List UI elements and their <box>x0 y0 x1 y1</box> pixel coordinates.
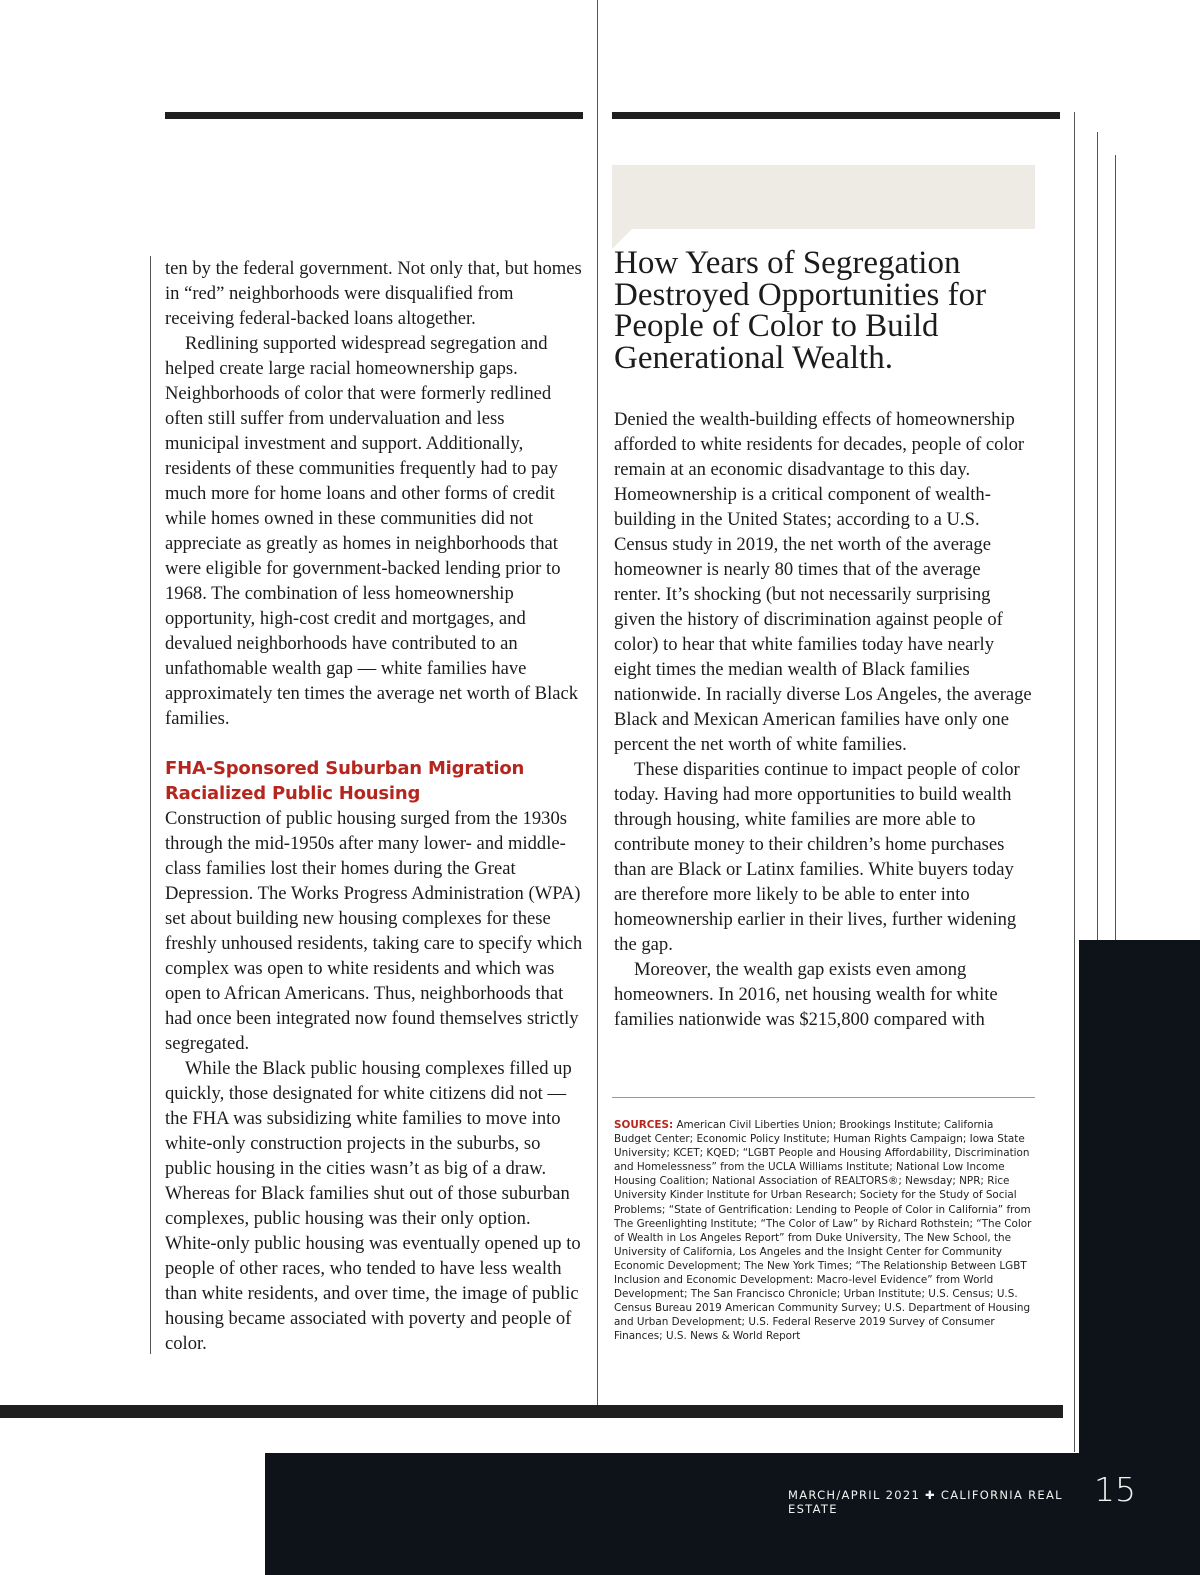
right-frame-line-1 <box>1074 112 1075 1452</box>
sidebar-title: How Years of Segregation Destroyed Opportunities for People of Color to Build Generational Wealth. <box>614 245 987 376</box>
sidebar-paragraph-2: These disparities continue to impact people of color today. Having had more opportunities to build wealth through housing, white families are more able to contribute money to their children’s home purchases than are Black or Latinx families. White buyers today are therefore more likely to be able to enter into homeownership earlier in their lives, further widening the gap. <box>614 759 1020 955</box>
page-number: 15 <box>1094 1470 1136 1509</box>
sidebar-paragraph-3: Moreover, the wealth gap exists even among homeowners. In 2016, net housing wealth for white families nationwide was $215,800 compared with <box>614 959 998 1030</box>
section-subhead: FHA-Sponsored Suburban Migration Racialized Public Housing <box>165 758 525 804</box>
sources-block <box>614 1118 1034 1344</box>
left-paragraph-4: While the Black public housing complexes filled up quickly, those designated for white citizens did not — the FHA was subsidizing white families to move into white-only construction projects in the suburbs, so public housing in the cities wasn’t as big of a draw. Whereas for Black families shut out of those suburban complexes, public housing was their only option. White-only public housing was eventually opened up to people of other races, who tended to have less wealth than white residents, and over time, the image of public housing became associated with poverty and people of color. <box>165 1058 581 1354</box>
sidebar-tag-box <box>612 165 1035 229</box>
top-rule-right <box>612 112 1060 119</box>
right-frame-line-3 <box>1115 155 1116 940</box>
sources-label: SOURCES: <box>614 1119 674 1131</box>
bottom-rule <box>0 1405 1063 1418</box>
left-column <box>165 256 583 1356</box>
left-paragraph-1: ten by the federal government. Not only that, but homes in “red” neighborhoods were disqualified from receiving federal-backed loans altogether. <box>165 258 582 329</box>
issue-footer: MARCH/APRIL 2021 ✚ CALIFORNIA REAL ESTATE <box>788 1488 1063 1516</box>
left-column-border <box>150 256 151 1354</box>
left-paragraph-2: Redlining supported widespread segregation and helped create large racial homeownership gaps. Neighborhoods of color that were formerly redlined often still suffer from undervaluation and less municipal investment and support. Additionally, residents of these communities frequently had to pay much more for home loans and other forms of credit while homes owned in these communities did not appreciate as greatly as homes in neighborhoods that were eligible for government-backed lending prior to 1968. The combination of less homeownership opportunity, high-cost credit and mortgages, and devalued neighborhoods have contributed to an unfathomable wealth gap — white families have approximately ten times the average net worth of Black families. <box>165 333 579 729</box>
top-rule-left <box>165 112 583 119</box>
sources-text: American Civil Liberties Union; Brookings Institute; California Budget Center; Economic Policy Institute; Human Rights Campaign; Iowa State University; KCET; KQED; “LGBT People and Housing Affordability, Discrimination and Homelessness” from the UCLA Williams Institute; National Low Income Housing Coalition; National Association of REALTORS®; Newsday; NPR; Rice University Kinder Institute for Urban Research; Society for the Study of Social Problems; “State of Gentrification: Lending to People of Color in California” from The Greenlighting Institute; “The Color of Law” by Richard Rothstein; “The Color of Wealth in Los Angeles Report” from Duke University, The New School, the University of California, Los Angeles and the Insight Center for Community Economic Development; The New York Times; “The Relationship Between LGBT Inclusion and Economic Development: Macro-level Evidence” from World Development; The San Francisco Chronicle; Urban Institute; U.S. Census; U.S. Census Bureau 2019 American Community Survey; U.S. Department of Housing and Urban Development; U.S. Federal Reserve 2019 Survey of Consumer Finances; U.S. News & World Report <box>614 1119 1032 1343</box>
sources-rule <box>612 1097 1035 1098</box>
sidebar-paragraph-1: Denied the wealth-building effects of homeownership afforded to white residents for decades, people of color remain at an economic disadvantage to this day. Homeownership is a critical component of wealth-building in the United States; according to a U.S. Census study in 2019, the net worth of the average homeowner is nearly 80 times that of the average renter. It’s shocking (but not necessarily surprising given the history of discrimination against people of color) to hear that white families today have nearly eight times the median wealth of Black families nationwide. In racially diverse Los Angeles, the average Black and Mexican American families have only one percent the net worth of white families. <box>614 409 1032 755</box>
left-paragraph-3: Construction of public housing surged from the 1930s through the mid-1950s after many lower- and middle-class families lost their homes during the Great Depression. The Works Progress Administration (WPA) set about building new housing complexes for these freshly unhoused residents, taking care to specify which complex was open to white residents and which was open to African Americans. Thus, neighborhoods that had once been integrated now found themselves strictly segregated. <box>165 808 583 1054</box>
right-frame-line-2 <box>1097 132 1098 940</box>
sidebar-body <box>614 407 1032 1032</box>
center-divider <box>597 0 598 1405</box>
